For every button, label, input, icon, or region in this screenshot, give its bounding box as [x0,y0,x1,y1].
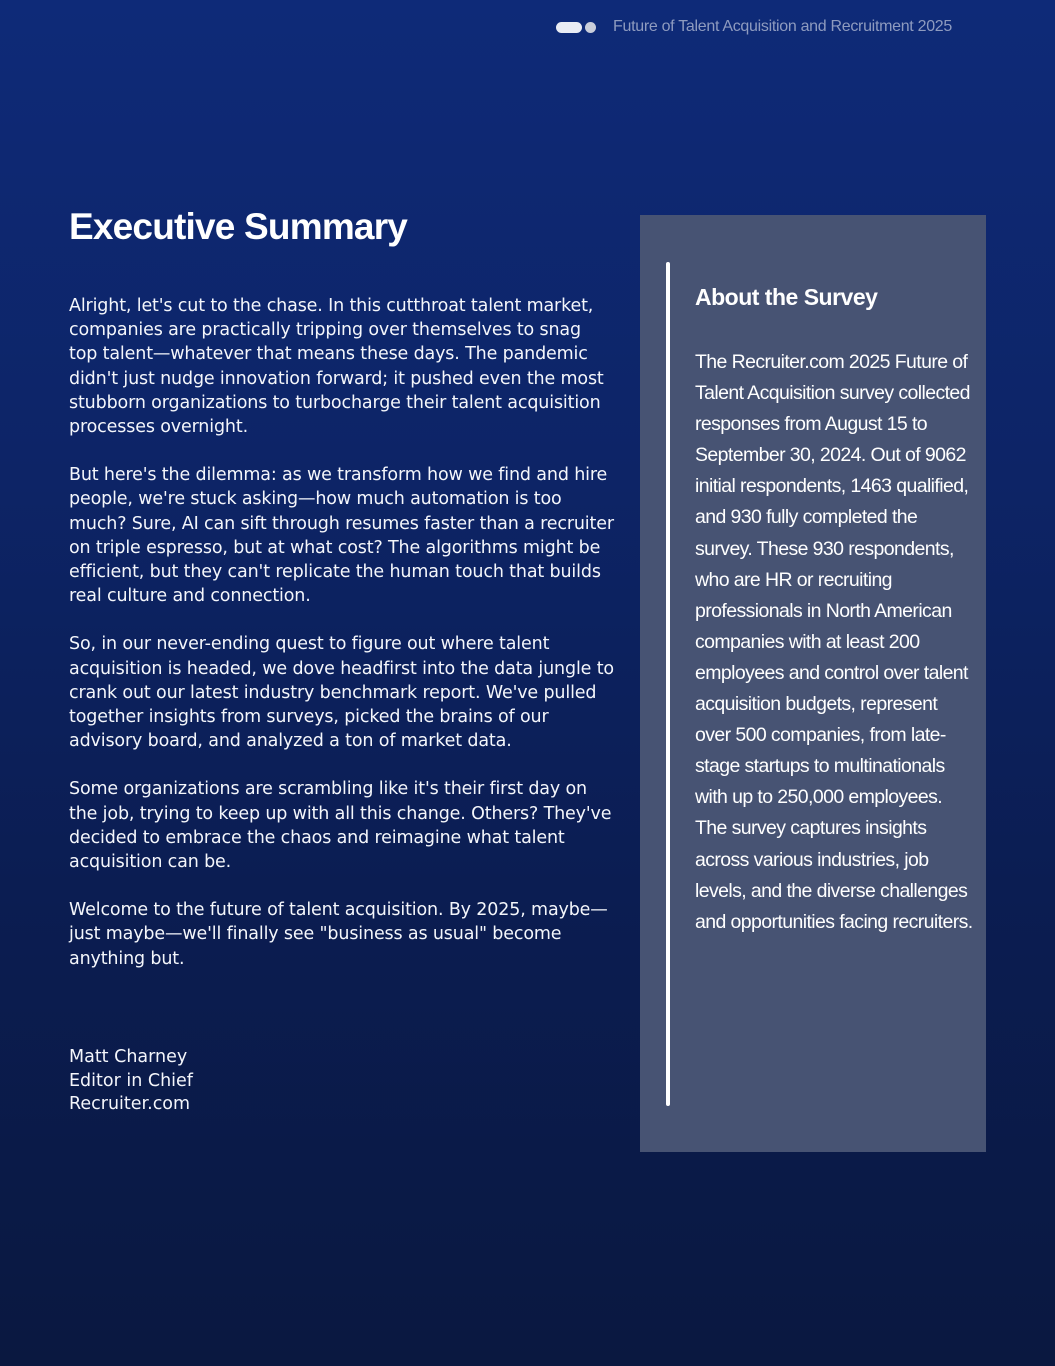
logo-pill-shape [556,22,582,33]
summary-paragraph: Alright, let's cut to the chase. In this cutthroat talent market, companies are practically tripping over themselves to snag top talent—whatever that means these days. The pandemic didn't just nudge innovation forward; it pushed even the most stubborn organizations to turbocharge their talent acquisition processes overnight. [69,296,604,438]
author-name: Matt Charney [69,1047,188,1067]
logo-pill-dot-icon [556,22,596,33]
page-header [556,16,952,38]
about-survey-title: About the Survey [695,284,878,310]
page-title: Executive Summary [69,206,408,247]
accent-bar [666,262,670,1106]
author-company: Recruiter.com [69,1094,191,1114]
executive-summary-body [69,294,614,995]
report-title: Future of Talent Acquisition and Recruitment 2025 [613,18,952,35]
summary-paragraph: So, in our never-ending quest to figure out where talent acquisition is headed, we dove headfirst into the data jungle to crank out our latest industry benchmark report. We've pulled together insights from surveys, picked the brains of our advisory board, and analyzed a ton of market data. [69,634,614,752]
summary-paragraph: But here's the dilemma: as we transform how we find and hire people, we're stuck asking—how much automation is too much? Sure, AI can sift through resumes faster than a recruiter on triple espresso, but at what cost? The algorithms might be efficient, but they can't replicate the human touch that builds real culture and connection. [69,465,614,607]
author-role: Editor in Chief [69,1070,193,1091]
summary-paragraph: Welcome to the future of talent acquisition. By 2025, maybe—just maybe—we'll finally see "business as usual" become anything but. [69,900,608,969]
signature-block [69,1046,193,1117]
about-survey-text: The Recruiter.com 2025 Future of Talent Acquisition survey collected responses from August 15 to September 30, 2024. Out of 9062 initial respondents, 1463 qualified, and 930 fully completed the survey. These 930 respondents, who are HR or recruiting professionals in North American companies with at least 200 employees and control over talent acquisition budgets, represent over 500 companies, from late-stage startups to multinationals with up to 250,000 employees. The survey captures insights across various industries, job levels, and the diverse challenges and opportunities facing recruiters. [695,351,973,933]
logo-dot-shape [585,22,596,33]
summary-paragraph: Some organizations are scrambling like it's their first day on the job, trying to keep up with all this change. Others? They've decided to embrace the chaos and reimagine what talent acquisition can be. [69,779,612,873]
about-survey-panel [640,215,986,1152]
